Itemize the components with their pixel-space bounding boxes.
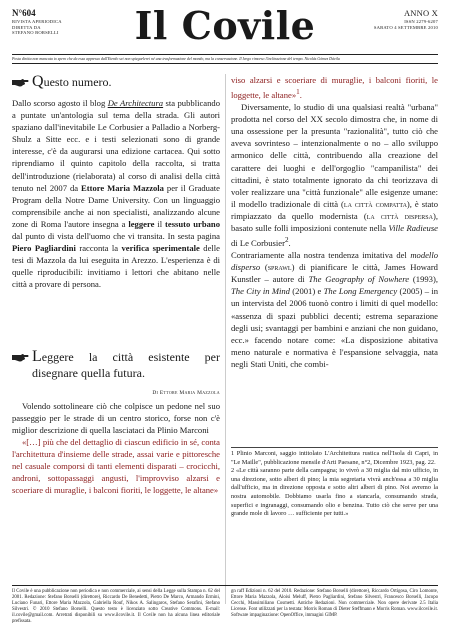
term-sprawl: sprawl xyxy=(267,262,292,273)
blog-link[interactable]: De Architectura xyxy=(107,98,164,108)
text-run: (1993), xyxy=(409,274,438,285)
text-run: dal punto di vista dell'uomo che vi transita. In sesta pagina xyxy=(12,231,220,242)
spacer xyxy=(12,291,220,335)
masthead-left-line: STEFANO BORSELLI xyxy=(12,30,59,36)
author-name: Piero Pagliardini xyxy=(12,243,76,254)
text-run: Contrariamente alla nostra tendenza imitativa del xyxy=(231,250,411,261)
left-column xyxy=(12,74,220,496)
text-run: Diversamente, lo studio di una qualsiasi realtà "urbana" prodotta nel corso del XX secolo dimostra che, in nome di una ossessione per la presunta "razionalità", tutto ciò che aveva sovrinteso – intenzionalmente o no – allo sviluppo armonico delle città, contribuendo alla creazione del carattere dei luoghi e dell'orgoglio "campanilista" dei cittadini, è stato totalmente ignorato da chi teorizzava di voler realizzare una "città funzionale" alle esigenze umane: il modello tradizionale di città ( xyxy=(231,102,438,209)
text-run: delle tesi di Mazzola da lui eseguita in Arezzo. L'esperienza è di quelle riproducibili: invitiamo i lettori che abitano nelle città a provare di persona. xyxy=(12,243,220,290)
text-run: racconta la xyxy=(75,243,122,254)
emphasis-verifica: verifica sperimentale xyxy=(121,243,200,254)
masthead-rule-bottom xyxy=(12,63,438,64)
term-citta-dispersa: la città dispersa xyxy=(366,210,433,221)
quote-paragraph: «[…] più che del dettaglio di ciascun edificio in sé, conta l'architettura d'insieme delle strade, assai varie e pittoresche nel casuale comporsi di tanti elementi disparati – crocicchi, androni, sottopassaggi angusti, l'improvviso alzarsi e scoeriare di muraglie, i balconi fioriti, le loggette, le altane» xyxy=(12,436,220,496)
text-run: sta pubblicando a puntate un'antologia sul tema della strada. Gli autori spaziano dall'inevitabile Le Corbusier a Palladio a Norberg-Shulz a Sitte ecc. e i testi selezionati sono di grande interesse, c'è da augurarsi una edizione cartacea. Qui sotto riprendiamo il quinto capitolo della raccolta, si tratta dell'introduzione (rielaborata) al corso di analisi della città tenuto nel 2007 da xyxy=(12,98,220,193)
anno-label: ANNO X xyxy=(403,8,438,18)
column-divider xyxy=(225,74,226,604)
text-run: il xyxy=(154,218,166,229)
text-run: . xyxy=(288,237,291,248)
section-title-initial: Q xyxy=(32,73,44,90)
footnotes xyxy=(231,447,438,519)
masthead-left-line: RIVISTA APERIODICA xyxy=(12,19,62,24)
section-title-leggere xyxy=(12,349,220,381)
pointing-hand-icon xyxy=(12,77,29,87)
text-run: ) di pianificare le città, James Howard Kunstler – autore di xyxy=(231,262,438,285)
right-column xyxy=(231,74,438,370)
book-title: The Long Emergency xyxy=(323,286,398,297)
text-run: Dallo scorso agosto il blog xyxy=(12,98,108,108)
issue-number: N°604 xyxy=(12,8,36,18)
text-run: (2001) e xyxy=(289,286,324,297)
author-name: Ettore Maria Mazzola xyxy=(80,182,164,193)
footer-right: gn raff Edizioni n. 62 del 2010. Redazione: Stefano Borselli (direttore), Riccardo Ortigosa, Ciro Lomonte, Ettore Maria Mazzola, Aloisi Meluff, Pietro Pagliardini, Stefano Silvestri, Francesco Borselli, Jacopo Cecchi, Massimiliano Cosmetti. Antiche Redazioni. Non commerciale. Non opere derivate 2.5 Italia License. Font utilizzati per la testata: Morris Roman di Dieter Steffmann e Morris Roman. www.ilcovile.it. Software impaginazione: OpenOffice, immagini GIMP. xyxy=(231,589,438,619)
masthead-title: Il Covile xyxy=(134,3,316,48)
footer-rule xyxy=(12,585,438,586)
intro-paragraph xyxy=(12,97,220,291)
footnote-ref: 2 xyxy=(284,236,289,245)
term-modello-disperso: modello disperso xyxy=(231,250,438,273)
pointing-hand-icon xyxy=(12,352,29,362)
body-paragraph xyxy=(231,249,438,370)
body-paragraph: Volendo sottolineare ciò che colpisce un pedone nel suo passeggio per le strade di un centro storico, forse non c'è miglior descrizione di quella lasciataci da Plinio Marconi xyxy=(12,400,220,435)
footnote-2: 2 «Le città saranno parte della campagna; io vivrò a 30 miglia dal mio ufficio, in una direzione, sotto alberi di pino; la mia segretaria vivrà anch'essa a 30 miglia dall'ufficio, ma in direzione opposta e sotto altri alberi di pino. Noi avremo la nostra automobile. Dobbiamo usarla fino a stancarla, consumando strada, superfici e ingranaggi, consumando olio e benzina. Tutto ciò che serve per una grande mole di lavoro … sufficiente per tutti.» xyxy=(231,467,438,518)
text-run: ( xyxy=(260,262,268,273)
masthead-left-line: DIRETTA DA xyxy=(12,24,41,30)
text-run: per il Graduate Program della Notre Dame University. Con un linguaggio comprensibile anche ai non specialisti, analizzando alcune zone di Roma l'autore insegna a xyxy=(12,182,220,229)
footnote-ref: 1 xyxy=(296,88,300,97)
term-citta-compatta: la città compatta xyxy=(343,198,407,209)
section-title-text: uesto numero. xyxy=(43,75,112,89)
article-byline: Di Ettore Maria Mazzola xyxy=(152,389,220,396)
emphasis-tessuto: tessuto urbano xyxy=(165,218,220,229)
text-run: ), è stato rimpiazzato da quello modernista ( xyxy=(231,198,438,221)
masthead-tagline: Posta diritta non mancata io spero che da essa appresso dall'Eterdo sei non spiegarlerei né una trasformazione del mondo, ma la conservazione. Il Ivego rimorso l'inclinazione del tempo. Nicolás Gómez Dávila xyxy=(12,57,340,61)
text-run: di Le Corbusier xyxy=(231,237,285,248)
text-run: ), basato sulle folli imposizioni contenute nella xyxy=(231,210,438,233)
footnote-1: 1 Plinio Marconi, saggio intitolato L'Architettura rustica nell'Isola di Capri, in "Le Maille", pubblicazione mensile d'Arti Paesane, n°2, Dicembre 1923, pag. 22. xyxy=(231,450,438,466)
section-title-initial: L xyxy=(32,347,42,365)
title-ville-radieuse: Ville Radieuse xyxy=(388,222,438,233)
masthead-right xyxy=(354,8,438,30)
masthead-right-line: ISSN 2279-6207 xyxy=(404,19,438,24)
masthead-left xyxy=(12,8,90,36)
book-title: The Geography of Nowhere xyxy=(308,274,410,285)
section-title-questo-numero xyxy=(12,74,220,90)
masthead-right-line: SABATO 4 SETTEMBRE 2010 xyxy=(373,24,438,30)
section-title-text: eggere la città esistente per disegnare quella futura. xyxy=(32,349,220,380)
emphasis-leggere: leggere xyxy=(128,218,155,229)
quote-continuation: viso alzarsi e scoeriare di muraglie, i balconi fioriti, le loggette, le altane»$^1$. xyxy=(231,75,438,100)
book-title: The City in Mind xyxy=(231,286,290,297)
footer-left: Il Covile è una pubblicazione non periodica e non commerciale, ai sensi della Legge sulla Stampa n. 62 del 2001. Redazione: Stefano Borselli (direttore), Riccardo De Benedetti, Pietro De Marco, Armando Ermini, Luciano Funari, Ettore Maria Mazzola, Gabriella Rouf, Nikos A. Salingaros, Stefano Serafini, Stefano Silvestri. © 2010 Stefano Borselli. Questo testo è licenziato sotto Creative Commons. E-mail: il.covile@gmail.com. Arretrati disponibili su www.ilcovile.it. Il Covile non ha alcuna linea editoriale prefissata. xyxy=(12,589,220,625)
text-run: (2005) – in un intervista del 2006 tuonò contro i limiti di quel modello: «assenza di spazi pubblici decenti; estrema separazione degli usi; svantaggi per bambini e anziani che non guidano, ecc.» facendo notare come: «La disposizione abitativa meno naturale e normativa è l'espansione selvaggia, nata negli Stati Uniti, che combi- xyxy=(231,286,439,369)
body-paragraph xyxy=(231,101,438,249)
